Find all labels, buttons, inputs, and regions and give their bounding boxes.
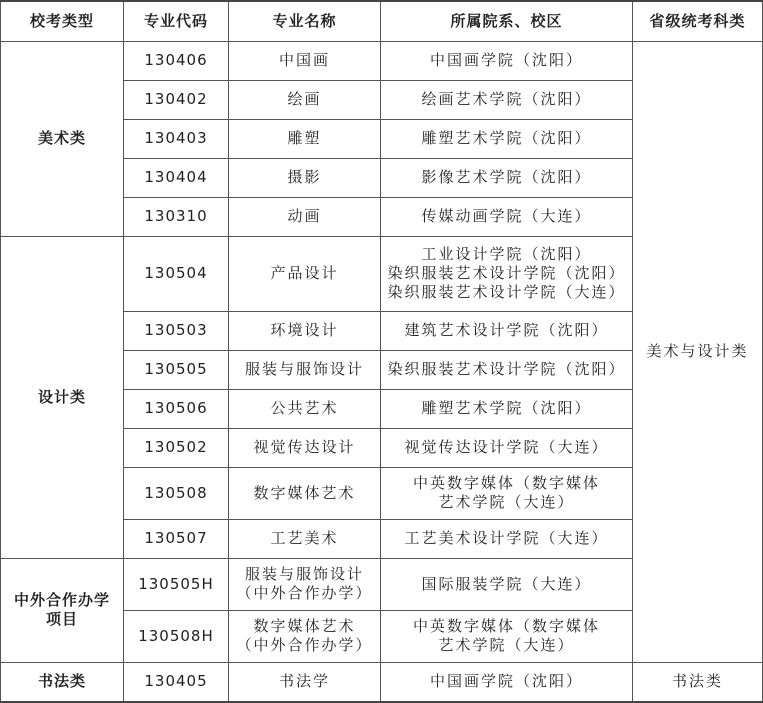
dept-cell: [381, 158, 633, 197]
exam-type-cell: 美术与设计类: [633, 41, 763, 662]
dept-line: 艺术学院（大连）: [438, 636, 575, 654]
category-cell: 美术类: [1, 41, 124, 236]
dept-line: 传媒动画学院（大连）: [421, 207, 592, 225]
code-cell: 130502: [124, 428, 229, 467]
name-cell: 工艺美术: [229, 519, 381, 558]
name-cell: 产品设计: [229, 236, 381, 311]
dept-cell: [381, 467, 633, 519]
header-row: [1, 1, 763, 41]
dept-cell: [381, 236, 633, 311]
name-cell: 动画: [229, 197, 381, 236]
name-cell: 环境设计: [229, 311, 381, 350]
dept-line: 建筑艺术设计学院（沈阳）: [404, 321, 609, 339]
code-cell: 130505: [124, 350, 229, 389]
dept-line: 雕塑艺术学院（沈阳）: [421, 399, 592, 417]
dept-line: 视觉传达设计学院（大连）: [404, 438, 609, 456]
dept-cell: [381, 610, 633, 662]
dept-line: 雕塑艺术学院（沈阳）: [421, 129, 592, 147]
dept-cell: [381, 119, 633, 158]
dept-cell: [381, 350, 633, 389]
name-line: 服装与服饰设计: [244, 565, 364, 583]
code-cell: 130503: [124, 311, 229, 350]
table-row: [1, 662, 763, 702]
code-cell: 130506: [124, 389, 229, 428]
exam-type-cell: 书法类: [633, 662, 763, 702]
code-cell: 130405: [124, 662, 229, 702]
header-exam: 省级统考科类: [633, 1, 763, 41]
name-cell: 绘画: [229, 80, 381, 119]
code-cell: 130403: [124, 119, 229, 158]
code-cell: 130505H: [124, 558, 229, 610]
category-cell: 书法类: [1, 662, 124, 702]
table-row: [1, 41, 763, 80]
dept-cell: [381, 558, 633, 610]
code-cell: 130507: [124, 519, 229, 558]
code-cell: 130402: [124, 80, 229, 119]
code-cell: 130310: [124, 197, 229, 236]
name-cell: 公共艺术: [229, 389, 381, 428]
name-cell: 摄影: [229, 158, 381, 197]
dept-line: 艺术学院（大连）: [438, 493, 575, 511]
header-category: 校考类型: [1, 1, 124, 41]
dept-line: 中国画学院（沈阳）: [429, 672, 583, 691]
name-line: （中外合作办学）: [236, 636, 373, 654]
name-cell: [229, 558, 381, 610]
header-code: 专业代码: [124, 1, 229, 41]
name-cell: 数字媒体艺术: [229, 467, 381, 519]
code-cell: 130504: [124, 236, 229, 311]
code-cell: 130406: [124, 41, 229, 80]
dept-cell: [381, 519, 633, 558]
name-cell: 雕塑: [229, 119, 381, 158]
name-cell: [229, 610, 381, 662]
dept-line: 染织服装艺术设计学院（沈阳）: [387, 360, 626, 378]
dept-cell: [381, 80, 633, 119]
name-cell: 书法学: [229, 662, 381, 702]
category-cell: [1, 558, 124, 662]
name-line: （中外合作办学）: [236, 584, 373, 602]
dept-line: 国际服装学院（大连）: [421, 574, 592, 593]
code-cell: 130508: [124, 467, 229, 519]
dept-cell: [381, 389, 633, 428]
dept-cell: [381, 428, 633, 467]
name-cell: 服装与服饰设计: [229, 350, 381, 389]
dept-line: 工业设计学院（沈阳）: [421, 245, 592, 263]
header-dept: 所属院系、校区: [381, 1, 633, 41]
name-cell: 中国画: [229, 41, 381, 80]
dept-line: 影像艺术学院（沈阳）: [421, 168, 592, 186]
dept-cell: [381, 41, 633, 80]
name-cell: 视觉传达设计: [229, 428, 381, 467]
category-cell: 设计类: [1, 236, 124, 558]
dept-line: 中英数字媒体（数字媒体: [412, 617, 600, 635]
dept-line: 中英数字媒体（数字媒体: [412, 474, 600, 492]
header-name: 专业名称: [229, 1, 381, 41]
dept-line: 工艺美术设计学院（大连）: [404, 529, 609, 547]
dept-line: 绘画艺术学院（沈阳）: [421, 90, 592, 108]
dept-line: 染织服装艺术设计学院（沈阳）: [387, 264, 626, 282]
dept-line: 染织服装艺术设计学院（大连）: [387, 283, 626, 301]
code-cell: 130404: [124, 158, 229, 197]
dept-cell: [381, 197, 633, 236]
dept-cell: [381, 662, 633, 702]
code-cell: 130508H: [124, 610, 229, 662]
category-line: 中外合作办学项目: [13, 591, 110, 628]
dept-cell: [381, 311, 633, 350]
name-line: 数字媒体艺术: [253, 617, 356, 635]
dept-line: 中国画学院（沈阳）: [429, 51, 583, 69]
